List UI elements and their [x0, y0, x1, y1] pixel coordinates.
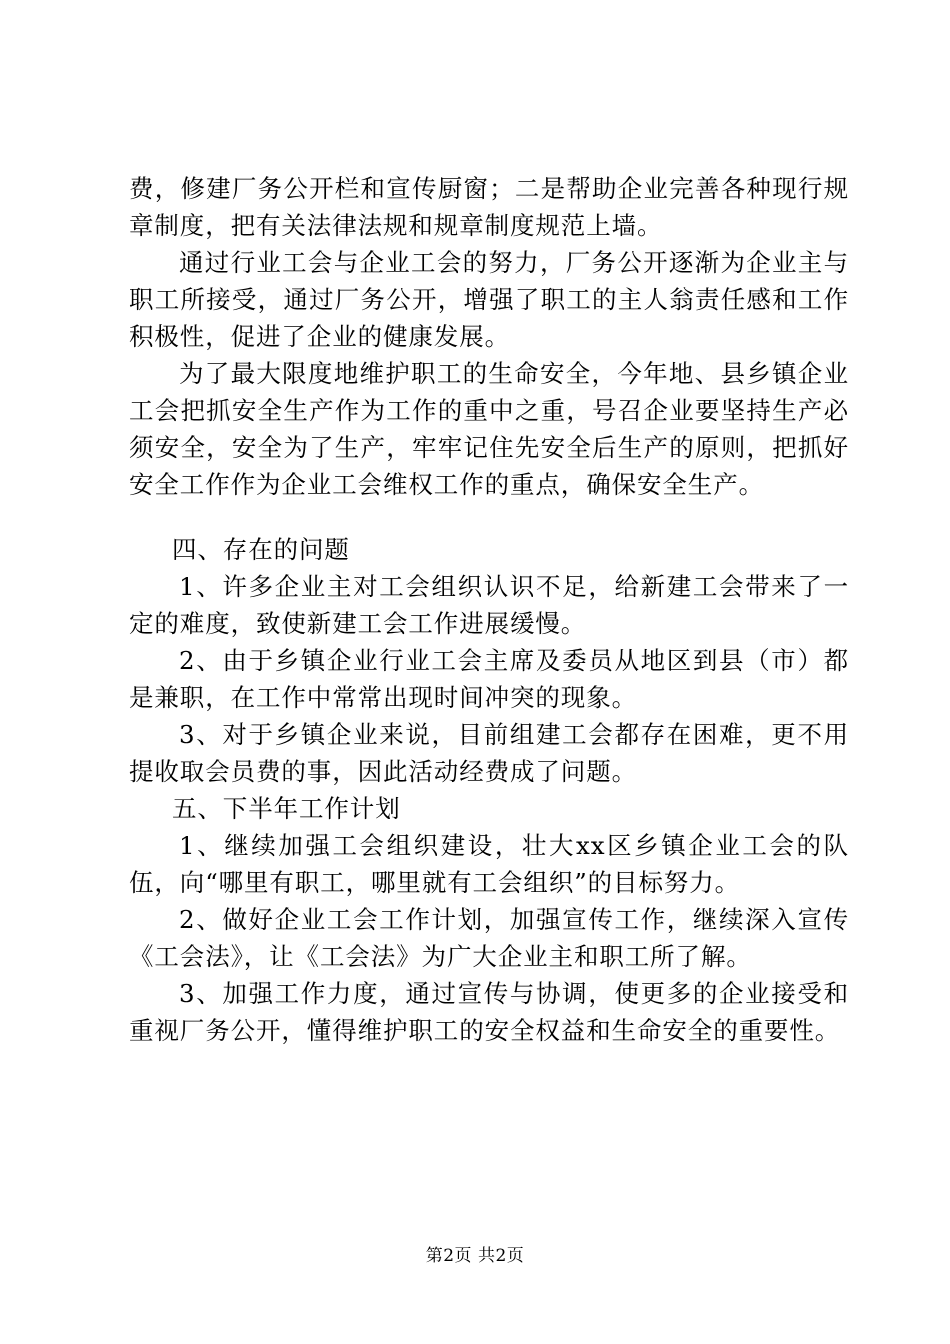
plan-item-2: 2、做好企业工会工作计划，加强宣传工作，继续深入宣传《工会法》，让《工会法》为广大企业主和职工所了解。	[129, 905, 849, 971]
section-spacer	[129, 503, 849, 531]
paragraph-safety-production: 为了最大限度地维护职工的生命安全，今年地、县乡镇企业工会把抓安全生产作为工作的重中之重，号召企业要坚持生产必须安全，安全为了生产，牢牢记住先安全后生产的原则，把抓好安全工作作为企业工会维权工作的重点，确保安全生产。	[129, 359, 849, 499]
problem-item-1: 1、许多企业主对工会组织认识不足，给新建工会带来了一定的难度，致使新建工会工作进展缓慢。	[129, 572, 849, 638]
problem-item-2: 2、由于乡镇企业行业工会主席及委员从地区到县（市）都是兼职，在工作中常常出现时间冲突的现象。	[129, 646, 849, 712]
paragraph-factory-affairs: 通过行业工会与企业工会的努力，厂务公开逐渐为企业主与职工所接受，通过厂务公开，增强了职工的主人翁责任感和工作积极性，促进了企业的健康发展。	[129, 248, 849, 351]
section-heading-plan: 五、下半年工作计划	[172, 794, 401, 823]
problem-item-3: 3、对于乡镇企业来说，目前组建工会都存在困难，更不用提收取会员费的事，因此活动经费成了问题。	[129, 720, 849, 786]
paragraph-continuation: 费，修建厂务公开栏和宣传厨窗；二是帮助企业完善各种现行规章制度，把有关法律法规和规章制度规范上墙。	[129, 174, 849, 240]
page-footer: 第2页 共2页	[425, 1246, 525, 1266]
document-body	[129, 170, 849, 1049]
plan-item-1: 1、继续加强工会组织建设，壮大xx区乡镇企业工会的队伍，向“哪里有职工，哪里就有工会组织”的目标努力。	[129, 831, 849, 897]
plan-item-3: 3、加强工作力度，通过宣传与协调，使更多的企业接受和重视厂务公开，懂得维护职工的安全权益和生命安全的重要性。	[129, 979, 849, 1045]
section-heading-problems: 四、存在的问题	[172, 535, 350, 564]
